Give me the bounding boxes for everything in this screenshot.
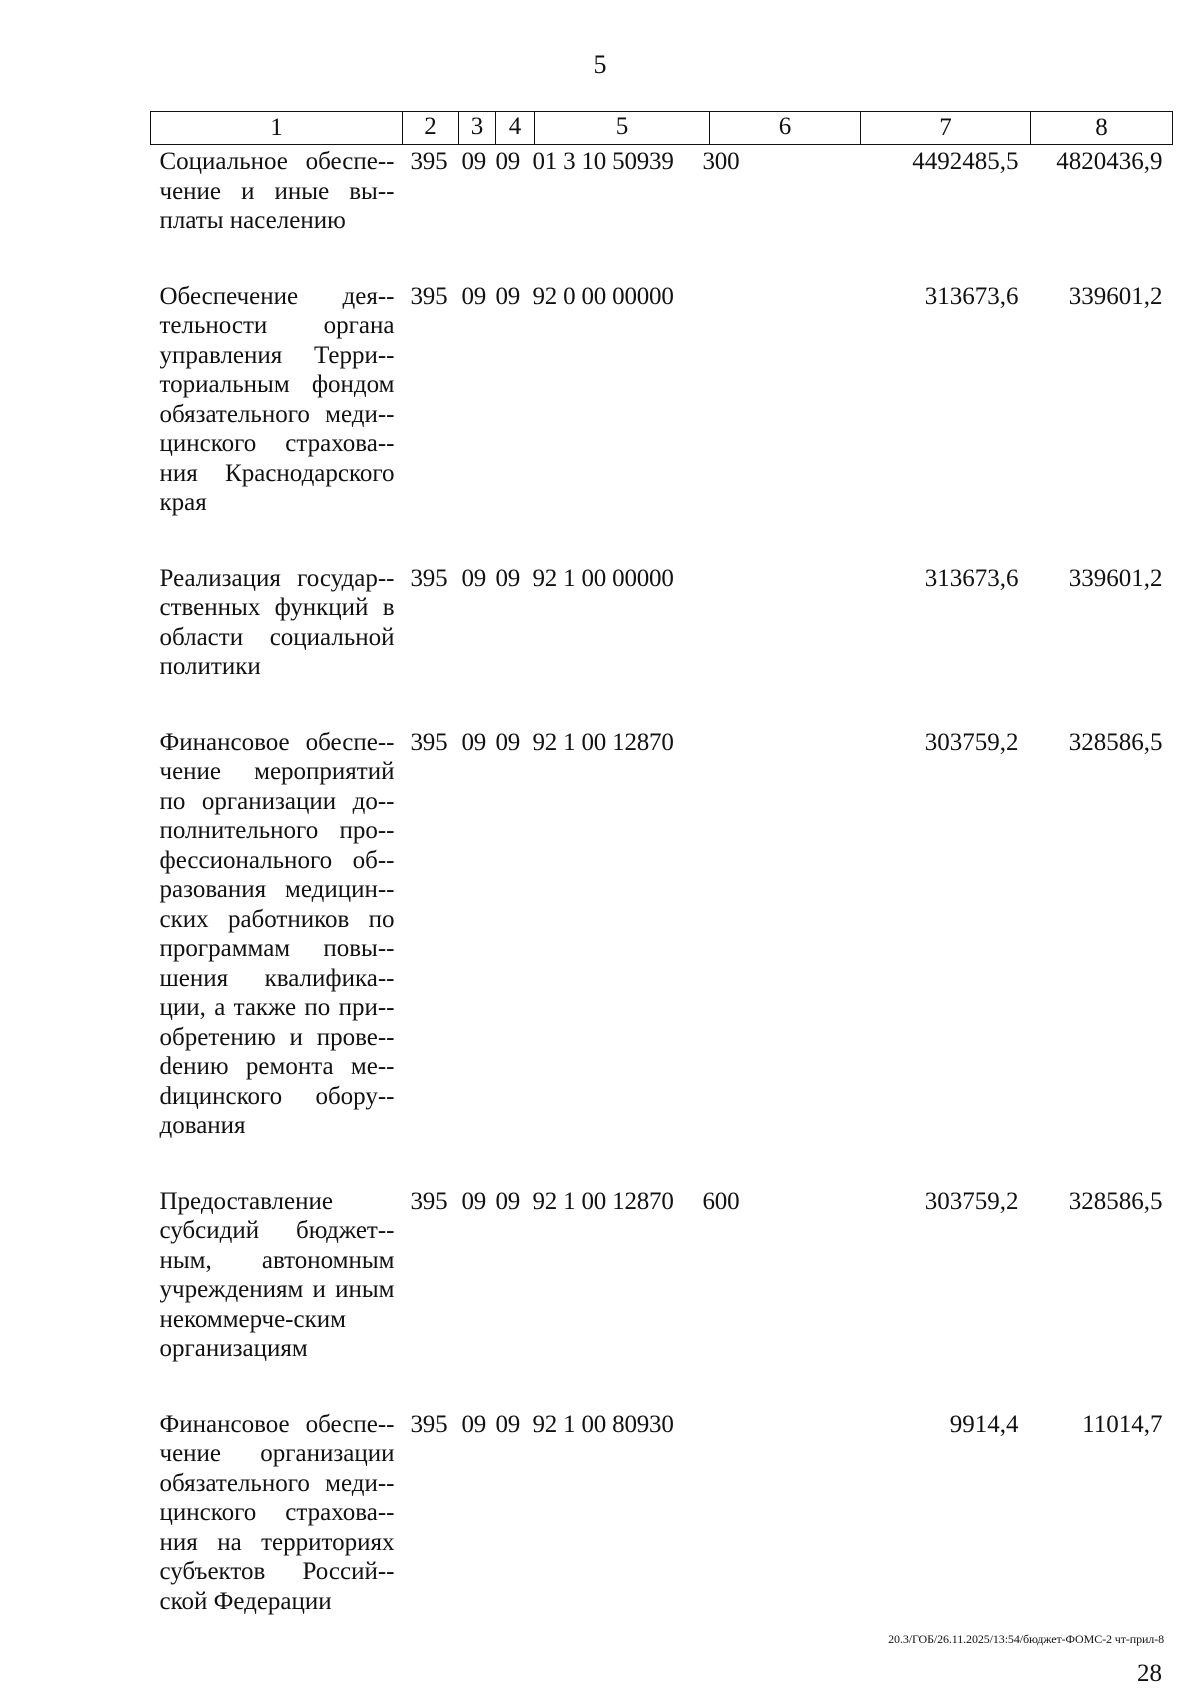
section-code: 09 xyxy=(461,564,487,592)
subsection-code: 09 xyxy=(495,282,521,310)
subsection-code: 09 xyxy=(495,728,521,756)
table-row xyxy=(151,726,1173,1141)
admin-code: 395 xyxy=(410,282,448,310)
subsection-code: 09 xyxy=(495,148,521,175)
header-col-7: 7 xyxy=(861,112,1031,145)
target-article-code: 92 1 00 80930 xyxy=(532,1410,674,1438)
amount-year-1: 303759,2 xyxy=(924,728,1019,756)
target-article-code: 92 1 00 12870 xyxy=(532,728,674,756)
amount-year-2: 11014,7 xyxy=(1082,1410,1163,1438)
table-row xyxy=(151,1185,1173,1364)
amount-year-2: 328586,5 xyxy=(1068,1187,1163,1215)
header-col-5: 5 xyxy=(535,112,710,144)
table-row xyxy=(151,562,1173,682)
amount-year-1: 4492485,5 xyxy=(912,148,1019,175)
row-spacer xyxy=(151,1364,1173,1408)
subsection-code: 09 xyxy=(495,564,521,592)
table-body xyxy=(151,145,1173,1617)
expense-type-code: 600 xyxy=(702,1187,740,1215)
header-col-6: 6 xyxy=(778,113,792,140)
row-description: Финансовое обеспе-чение мероприятий по организации до-полнительного про-фессионального об-разования медицин-ских работников по программам повы-шения квалифика-ции, а также по при-обретению и прове-dению ремонта ме-dицинского обору-дования xyxy=(159,728,395,1139)
table-row xyxy=(151,280,1173,518)
header-col-1: 1 xyxy=(151,112,403,145)
row-description: Обеспечение дея-тельности органа управления Терри-ториальным фондом обязательного меди-цинского страхова-ния Краснодарского края xyxy=(159,282,395,516)
footer-sheet-number: 28 xyxy=(1137,1660,1162,1687)
header-col-2: 2 xyxy=(403,112,459,144)
table-row xyxy=(151,1408,1173,1617)
row-codes xyxy=(403,280,861,518)
row-codes xyxy=(403,1408,861,1617)
budget-table xyxy=(150,111,1173,1616)
target-article-code: 92 0 00 00000 xyxy=(532,282,674,310)
section-code: 09 xyxy=(461,1187,487,1215)
amount-year-1: 313673,6 xyxy=(924,564,1019,592)
amount-year-2: 328586,5 xyxy=(1068,728,1163,756)
row-spacer xyxy=(151,1141,1173,1185)
admin-code: 395 xyxy=(410,728,448,756)
section-code: 09 xyxy=(461,1410,487,1438)
row-description: Предоставление субсидий бюджет-ным, автономным учреждениям и иным некоммерче-ским организациям xyxy=(159,1187,395,1362)
amount-year-1: 9914,4 xyxy=(949,1410,1019,1438)
subsection-code: 09 xyxy=(495,1187,521,1215)
section-code: 09 xyxy=(461,148,487,175)
row-description: Социальное обеспе-чение и иные вы-платы населению xyxy=(159,148,395,234)
amount-year-2: 339601,2 xyxy=(1068,564,1163,592)
row-spacer xyxy=(151,682,1173,726)
footer-note: 20.3/ГОБ/26.11.2025/13:54/бюджет-ФОМС-2 чт-прил-8 xyxy=(888,1632,1164,1646)
row-description: Финансовое обеспе-чение организации обязательного меди-цинского страхова-ния на территориях субъектов Россий-ской Федерации xyxy=(159,1410,395,1615)
header-row xyxy=(151,112,1173,145)
row-spacer xyxy=(151,236,1173,280)
header-col-4: 4 xyxy=(496,112,535,144)
section-code: 09 xyxy=(461,282,487,310)
table-row xyxy=(151,145,1173,236)
row-description: Реализация государ-ственных функций в области социальной политики xyxy=(159,564,395,680)
amount-year-1: 313673,6 xyxy=(924,282,1019,310)
row-codes xyxy=(403,562,861,682)
row-codes xyxy=(403,726,861,1141)
amount-year-2: 339601,2 xyxy=(1068,282,1163,310)
target-article-code: 92 1 00 12870 xyxy=(532,1187,674,1215)
section-code: 09 xyxy=(461,728,487,756)
subsection-code: 09 xyxy=(495,1410,521,1438)
target-article-code: 01 3 10 50939 xyxy=(532,148,674,175)
expense-type-code: 300 xyxy=(702,148,740,175)
header-col-3: 3 xyxy=(459,112,496,144)
row-codes xyxy=(403,1185,861,1364)
page-number: 5 xyxy=(593,50,607,79)
row-spacer xyxy=(151,518,1173,562)
admin-code: 395 xyxy=(410,148,448,175)
header-col-8: 8 xyxy=(1031,112,1173,145)
amount-year-2: 4820436,9 xyxy=(1056,148,1163,175)
admin-code: 395 xyxy=(410,1410,448,1438)
admin-code: 395 xyxy=(410,564,448,592)
admin-code: 395 xyxy=(410,1187,448,1215)
row-codes xyxy=(403,145,861,236)
amount-year-1: 303759,2 xyxy=(924,1187,1019,1215)
target-article-code: 92 1 00 00000 xyxy=(532,564,674,592)
header-cols-2-6 xyxy=(403,112,861,145)
